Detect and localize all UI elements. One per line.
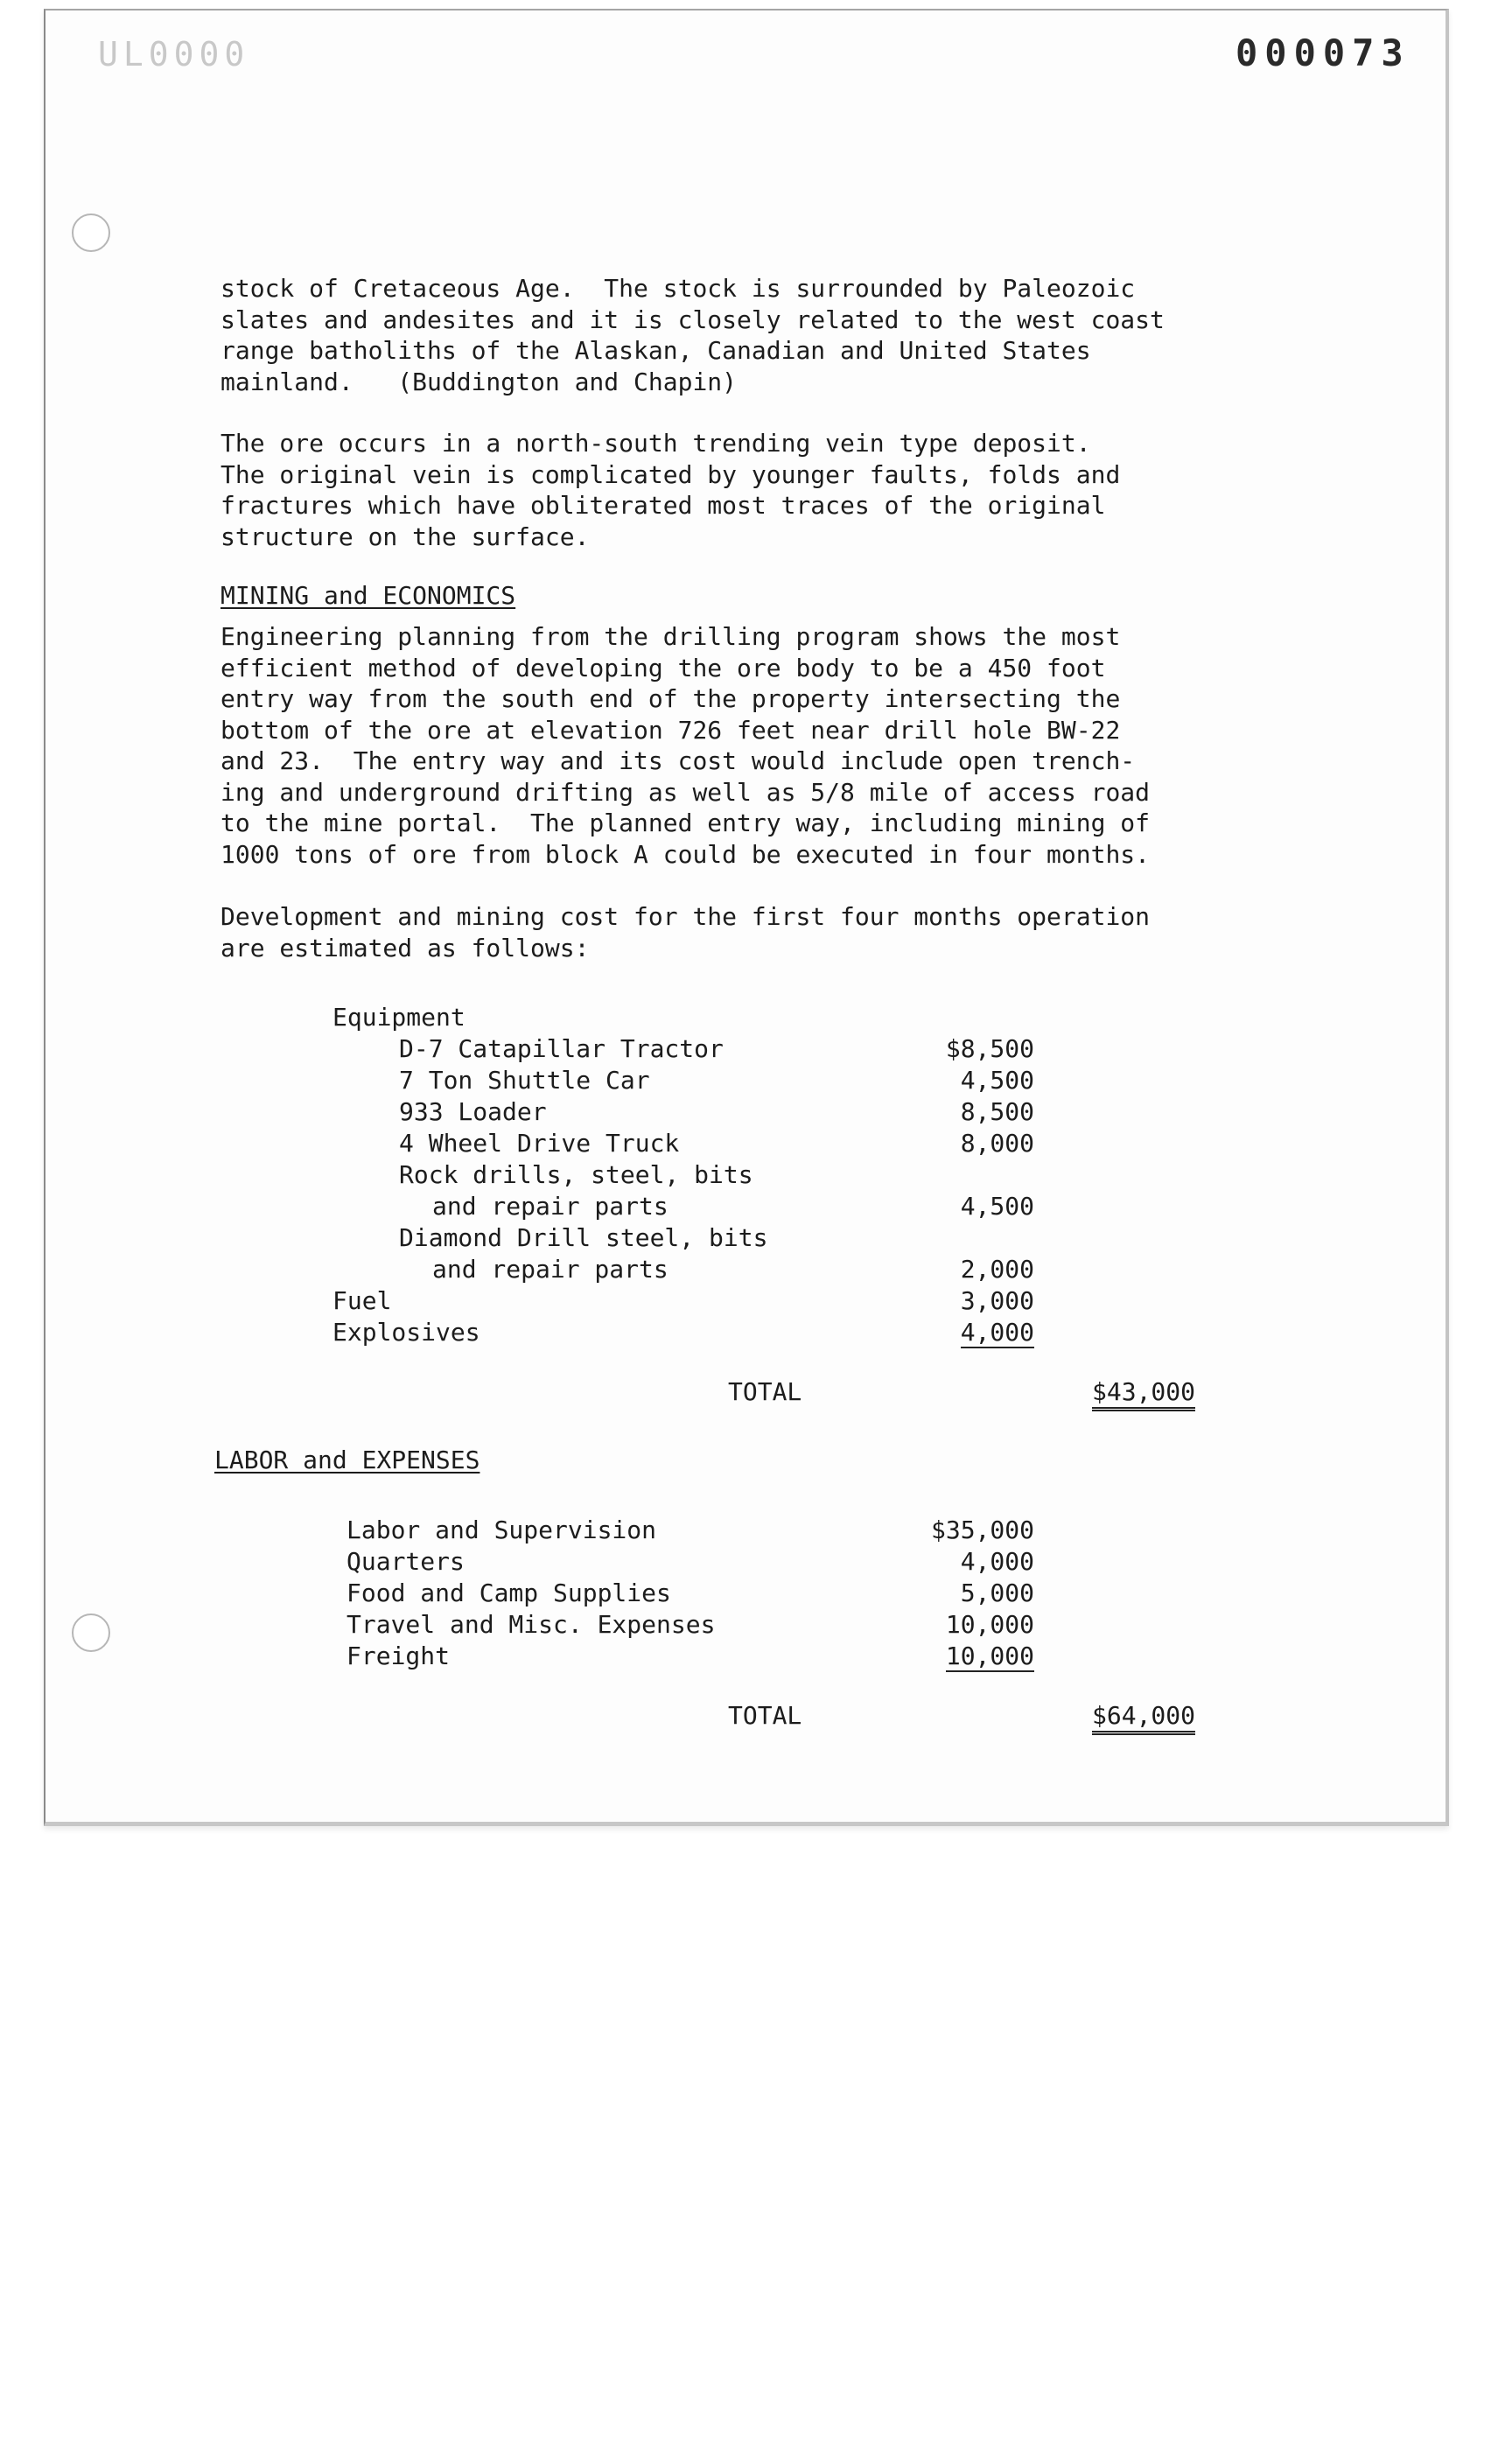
equipment-item-label: Diamond Drill steel, bits [399,1223,768,1252]
labor-item-label: Food and Camp Supplies [346,1578,671,1607]
punch-hole-bottom [72,1614,110,1652]
equipment-item-label: D-7 Catapillar Tractor [399,1034,724,1063]
labor-item-amount: 10,000 [945,1610,1034,1639]
equipment-item-amount: 8,000 [960,1129,1034,1158]
equipment-item-amount: 2,000 [960,1255,1034,1284]
equipment-item-label: 933 Loader [399,1097,547,1126]
equipment-item-amount: $8,500 [945,1034,1034,1063]
labor-item-label: Freight [346,1642,451,1670]
paragraph-engineering: Engineering planning from the drilling program shows the most efficient method of developing the ore body to be a 450 foot entry way from the south end of the property intersecting the bottom of the ore at elevation 726 feet near drill hole BW-22 and 23. The entry way and its cost would include open trench- ing and underground drifting as well as 5/8 mile of access road to the mine portal. The planned entry way, including mining of 1000 tons of ore from block A could be executed in four months. [220,622,1151,869]
punch-hole-top [72,214,110,252]
labor-item-label: Travel and Misc. Expenses [346,1610,716,1639]
equipment-item-label: 4 Wheel Drive Truck [399,1129,680,1158]
labor-item-label: Labor and Supervision [346,1516,657,1544]
equipment-item-label-continued: and repair parts [432,1255,668,1284]
paragraph-ore-occurrence: The ore occurs in a north-south trending vein type deposit. The original vein is complicated by younger faults, folds and fractures which have obliterated most traces of the original structure on the surface. [220,429,1121,551]
faint-stamp-mark: UL0000 [98,35,250,74]
equipment-item-label: Explosives [332,1318,480,1347]
equipment-item-label: Fuel [332,1286,392,1315]
labor-expenses-heading: LABOR and EXPENSES [214,1446,480,1474]
underlined-amount: 10,000 [945,1642,1034,1670]
labor-item-label: Quarters [346,1547,465,1576]
labor-item-amount: 5,000 [960,1578,1034,1607]
paragraph-geology: stock of Cretaceous Age. The stock is surrounded by Paleozoic slates and andesites and it is closely related to the west coast range batholiths of the Alaskan, Canadian and United States mainland. (Buddington and Chapin) [220,274,1165,396]
equipment-item-amount [886,1317,1034,1348]
page-number: 000073 [1236,32,1410,74]
underlined-amount: 4,000 [960,1318,1034,1347]
equipment-item-amount: 4,500 [960,1192,1034,1221]
equipment-group-label: Equipment [332,1003,466,1032]
labor-total-amount: $64,000 [1092,1701,1195,1735]
document-page [44,9,1449,1826]
equipment-item-label: Rock drills, steel, bits [399,1160,753,1189]
equipment-item-amount: 4,500 [960,1066,1034,1095]
equipment-total-label: TOTAL [728,1377,802,1406]
equipment-total-amount: $43,000 [1092,1377,1195,1411]
equipment-item-label-continued: and repair parts [432,1192,668,1221]
paragraph-cost-intro: Development and mining cost for the first four months operation are estimated as follows: [220,902,1151,962]
labor-total-label: TOTAL [728,1701,802,1730]
equipment-item-amount: 3,000 [960,1286,1034,1315]
equipment-item-label: 7 Ton Shuttle Car [399,1066,650,1095]
labor-item-amount: 4,000 [960,1547,1034,1576]
equipment-item-amount: 8,500 [960,1097,1034,1126]
mining-economics-heading: MINING and ECONOMICS [220,581,516,610]
labor-item-amount: $35,000 [930,1516,1034,1544]
labor-item-amount [886,1641,1034,1671]
